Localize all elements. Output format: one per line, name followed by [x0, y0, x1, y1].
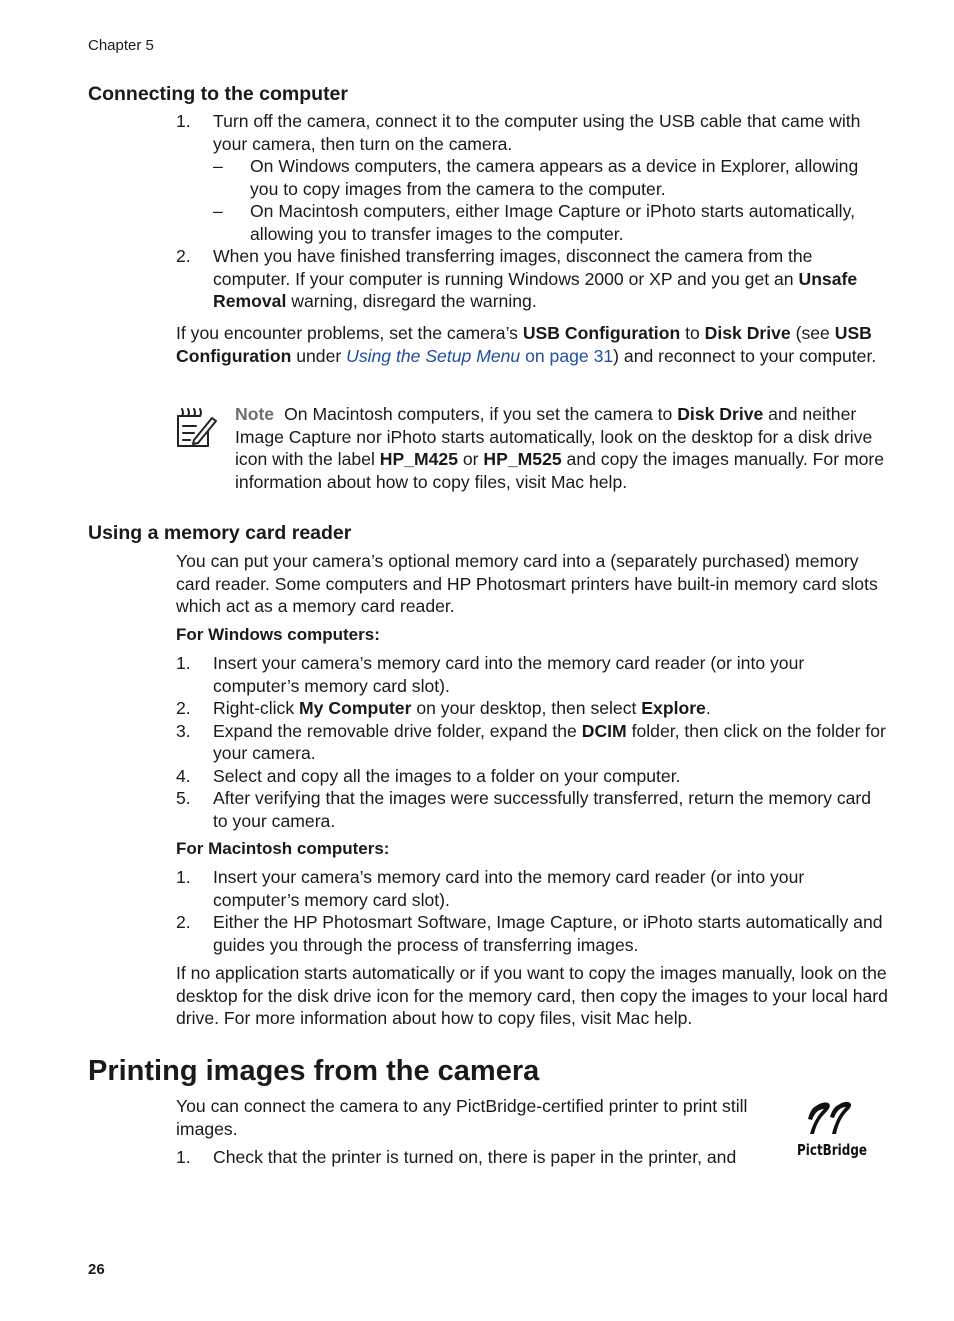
- list-item-text: Insert your camera’s memory card into the memory card reader (or into your computer’s memory card slot).: [213, 867, 805, 910]
- list-number: 2.: [176, 698, 191, 718]
- list-item: [176, 245, 888, 313]
- text-run: Right-click: [213, 698, 300, 718]
- text-run: on your desktop, then select: [411, 698, 642, 718]
- pictbridge-logo-icon: [794, 1098, 870, 1160]
- bold-term: USB Configuration: [176, 323, 872, 366]
- section-heading-card-reader: Using a memory card reader: [88, 522, 352, 544]
- list-item-text: Select and copy all the images to a folder on your computer.: [213, 765, 681, 786]
- list-item-text: On Windows computers, the camera appears as a device in Explorer, allowing you to copy images from the camera to the computer.: [250, 156, 859, 199]
- text-run: (see: [790, 323, 835, 343]
- list-number: 2.: [176, 246, 191, 266]
- text-run: to: [680, 323, 705, 343]
- text-run: .: [705, 698, 711, 718]
- mac-subheading: For Macintosh computers:: [176, 839, 390, 858]
- list-number: 3.: [176, 720, 191, 741]
- note-pad-icon: [174, 406, 218, 450]
- printing-steps-list: [176, 1146, 776, 1169]
- page-title-printing: Printing images from the camera: [88, 1055, 540, 1087]
- sub-bullet-list: [213, 155, 888, 245]
- bold-term: HP_M525: [483, 449, 562, 469]
- list-item-text: Insert your camera’s memory card into the memory card reader (or into your computer’s memory card slot).: [213, 653, 805, 696]
- bold-term: Unsafe Removal: [213, 268, 858, 311]
- list-item: [213, 155, 888, 200]
- card-reader-intro: You can put your camera’s optional memory card into a (separately purchased) memory card reader. Some computers and HP Photosmart printers have built-in memory card slots which act as a memory card reader.: [176, 551, 878, 616]
- printing-intro: You can connect the camera to any PictBridge-certified printer to print still images.: [176, 1096, 748, 1139]
- list-item: [176, 720, 888, 765]
- card-reader-outro: If no application starts automatically or if you want to copy the images manually, look on the desktop for the disk drive icon for the memory card, then copy the images to your local hard drive. For more information about how to copy files, visit Mac help.: [176, 963, 888, 1028]
- list-item: [213, 200, 888, 245]
- list-item-text: Either the HP Photosmart Software, Image Capture, or iPhoto starts automatically and guides you through the process of transferring images.: [213, 912, 883, 955]
- setup-menu-link[interactable]: Using the Setup Menu: [346, 345, 521, 366]
- bold-term: Disk Drive: [704, 323, 791, 343]
- text-run: Expand the removable drive folder, expand the: [213, 720, 582, 741]
- text-run: folder, then click on the folder for your camera.: [213, 720, 886, 763]
- section-heading-connecting: Connecting to the computer: [88, 83, 348, 105]
- windows-steps-list: [176, 652, 888, 832]
- text-run: and copy the images manually. For more information about how to copy files, visit Mac help.: [235, 449, 885, 492]
- list-item-text: Turn off the camera, connect it to the computer using the USB cable that came with your camera, then turn on the camera.: [213, 111, 861, 154]
- list-item-text: After verifying that the images were successfully transferred, return the memory card to your camera.: [213, 788, 872, 831]
- bold-term: Disk Drive: [677, 404, 764, 424]
- list-number: 4.: [176, 765, 191, 786]
- page-number: 26: [88, 1261, 105, 1278]
- text-run: If you encounter problems, set the camera’s: [176, 323, 523, 343]
- list-number: 1.: [176, 653, 191, 673]
- list-number: 5.: [176, 788, 191, 808]
- list-item-text: warning, disregard the warning.: [286, 291, 537, 311]
- bold-term: USB Configuration: [522, 323, 681, 343]
- mac-steps-list: [176, 866, 888, 956]
- page-31-link[interactable]: on page 31: [520, 345, 614, 366]
- list-number: 1.: [176, 111, 191, 131]
- list-item-text: Check that the printer is turned on, there is paper in the printer, and: [213, 1147, 737, 1167]
- note-label: Note: [235, 404, 275, 424]
- note-paragraph: [235, 403, 887, 493]
- list-item: [176, 697, 888, 720]
- text-run: or: [458, 449, 484, 469]
- list-item: [176, 652, 888, 697]
- list-item: [176, 110, 888, 245]
- list-item: [176, 866, 888, 911]
- list-item: [176, 1146, 776, 1169]
- list-number: 2.: [176, 912, 191, 932]
- bold-term: My Computer: [299, 698, 412, 718]
- chapter-header: Chapter 5: [88, 37, 154, 54]
- list-item: [176, 787, 888, 832]
- dash-marker: –: [213, 156, 223, 176]
- troubleshoot-paragraph: [176, 322, 888, 367]
- list-item-text: When you have finished transferring images, disconnect the camera from the computer. If your computer is running Windows 2000 or XP and you get an: [213, 246, 813, 289]
- connect-steps-list: [176, 110, 888, 313]
- text-run: under: [291, 345, 347, 366]
- windows-subheading: For Windows computers:: [176, 625, 380, 644]
- bold-term: HP_M425: [379, 449, 458, 469]
- text-run: On Macintosh computers, if you set the camera to: [284, 404, 678, 424]
- dash-marker: –: [213, 201, 223, 221]
- bold-term: DCIM: [581, 720, 627, 741]
- list-number: 1.: [176, 867, 191, 887]
- text-run: and neither Image Capture nor iPhoto starts automatically, look on the desktop for a disk drive icon with the label: [235, 404, 873, 469]
- list-item: [176, 911, 888, 956]
- list-item: [176, 765, 888, 788]
- text-run: ) and reconnect to your computer.: [613, 345, 877, 366]
- list-number: 1.: [176, 1147, 191, 1167]
- bold-term: Explore: [641, 698, 706, 718]
- pictbridge-logo-text: PictBridge: [797, 1141, 867, 1159]
- list-item-text: On Macintosh computers, either Image Capture or iPhoto starts automatically, allowing you to transfer images to the computer.: [250, 201, 855, 244]
